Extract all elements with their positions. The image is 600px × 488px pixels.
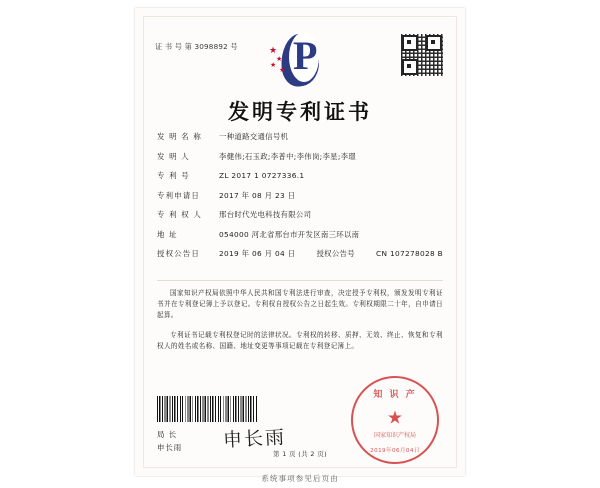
- emblem-stars-icon: [269, 48, 293, 74]
- handwritten-signature: 申长雨: [222, 426, 287, 452]
- field-row-invention-name: [157, 132, 443, 142]
- field-row-patent-number: [157, 171, 443, 181]
- barcode: [157, 396, 257, 422]
- field-label: 专 利 号: [157, 171, 190, 180]
- field-row-grant-date: [157, 249, 443, 259]
- patent-office-emblem-icon: [267, 32, 333, 90]
- field-label: 地 址: [157, 229, 178, 239]
- emblem-letter: P: [293, 33, 318, 78]
- field-row-patentee: [157, 210, 443, 220]
- qr-code-pattern: [401, 34, 443, 76]
- qr-eye-top-left: [402, 35, 418, 51]
- field-row-inventors: [157, 152, 443, 162]
- seal-top-text: 知 识 产: [373, 390, 417, 400]
- divider: [157, 280, 443, 281]
- field-row-application-date: [157, 191, 443, 201]
- field-value: 2017 年 08 月 23 日: [219, 190, 296, 200]
- star-icon-4: ★: [279, 66, 286, 74]
- certificate-fields: [157, 132, 443, 269]
- field-label: 专 利 权 人: [157, 210, 203, 219]
- star-icon-2: ★: [276, 55, 283, 63]
- director-label: 局 长: [157, 430, 178, 439]
- field-value-secondary: CN 107278028 B: [376, 249, 443, 258]
- field-value: ZL 2017 1 0727336.1: [219, 171, 305, 180]
- field-value-group: [219, 249, 443, 259]
- field-label: 专利申请日: [157, 190, 200, 200]
- seal-date-text: 2019年06月04日: [370, 448, 420, 454]
- field-value: 054000 河北省邢台市开发区南三环以南: [219, 229, 360, 239]
- director-name: 申长雨: [157, 443, 183, 452]
- certificate-body-text: [157, 288, 443, 361]
- qr-eye-bottom-left: [402, 59, 418, 75]
- field-label: 发 明 人: [157, 151, 190, 161]
- star-icon-3: ★: [270, 61, 277, 69]
- field-label: 授权公告日: [157, 249, 200, 258]
- field-value: 一种道路交通信号机: [219, 132, 289, 141]
- page-title: 发明专利证书: [228, 100, 372, 124]
- star-icon-1: ★: [269, 46, 278, 56]
- field-row-address: [157, 230, 443, 240]
- image-caption: 系统事项参见后页由: [261, 474, 339, 483]
- field-value: 李健伟;石玉政;李普中;李伟岗;李星;李璟: [219, 151, 357, 161]
- field-label: 发 明 名 称: [157, 132, 203, 141]
- seal-arc-text: 国家知识产权局: [373, 432, 417, 439]
- qr-code-icon: [401, 34, 443, 76]
- paragraph-2: 专利证书记载专利权登记时的法律状况。专利权的转移、质押、无效、终止、恢复和专利权人的姓名或名称、国籍、地址变更等事项记载在专利登记簿上。: [157, 331, 443, 350]
- certificate-number: 证 书 号 第 3098892 号: [155, 42, 238, 51]
- paragraph-1: 国家知识产权局依照中华人民共和国专利法进行审查，决定授予专利权，颁发发明专利证书并在专利登记簿上予以登记。专利权自授权公告之日起生效。专利权期限二十年，自申请日起算。: [157, 289, 443, 319]
- patent-certificate-sheet: [135, 8, 465, 476]
- page-number-footer: 第 1 页 (共 2 页): [272, 450, 328, 458]
- qr-eye-top-right: [426, 35, 442, 51]
- field-value: 邢台时代光电科技有限公司: [219, 210, 312, 219]
- field-value: 2019 年 06 月 04 日: [219, 249, 296, 258]
- seal-star-icon: ★: [386, 407, 404, 429]
- field-label-secondary: 授权公告号: [316, 249, 355, 258]
